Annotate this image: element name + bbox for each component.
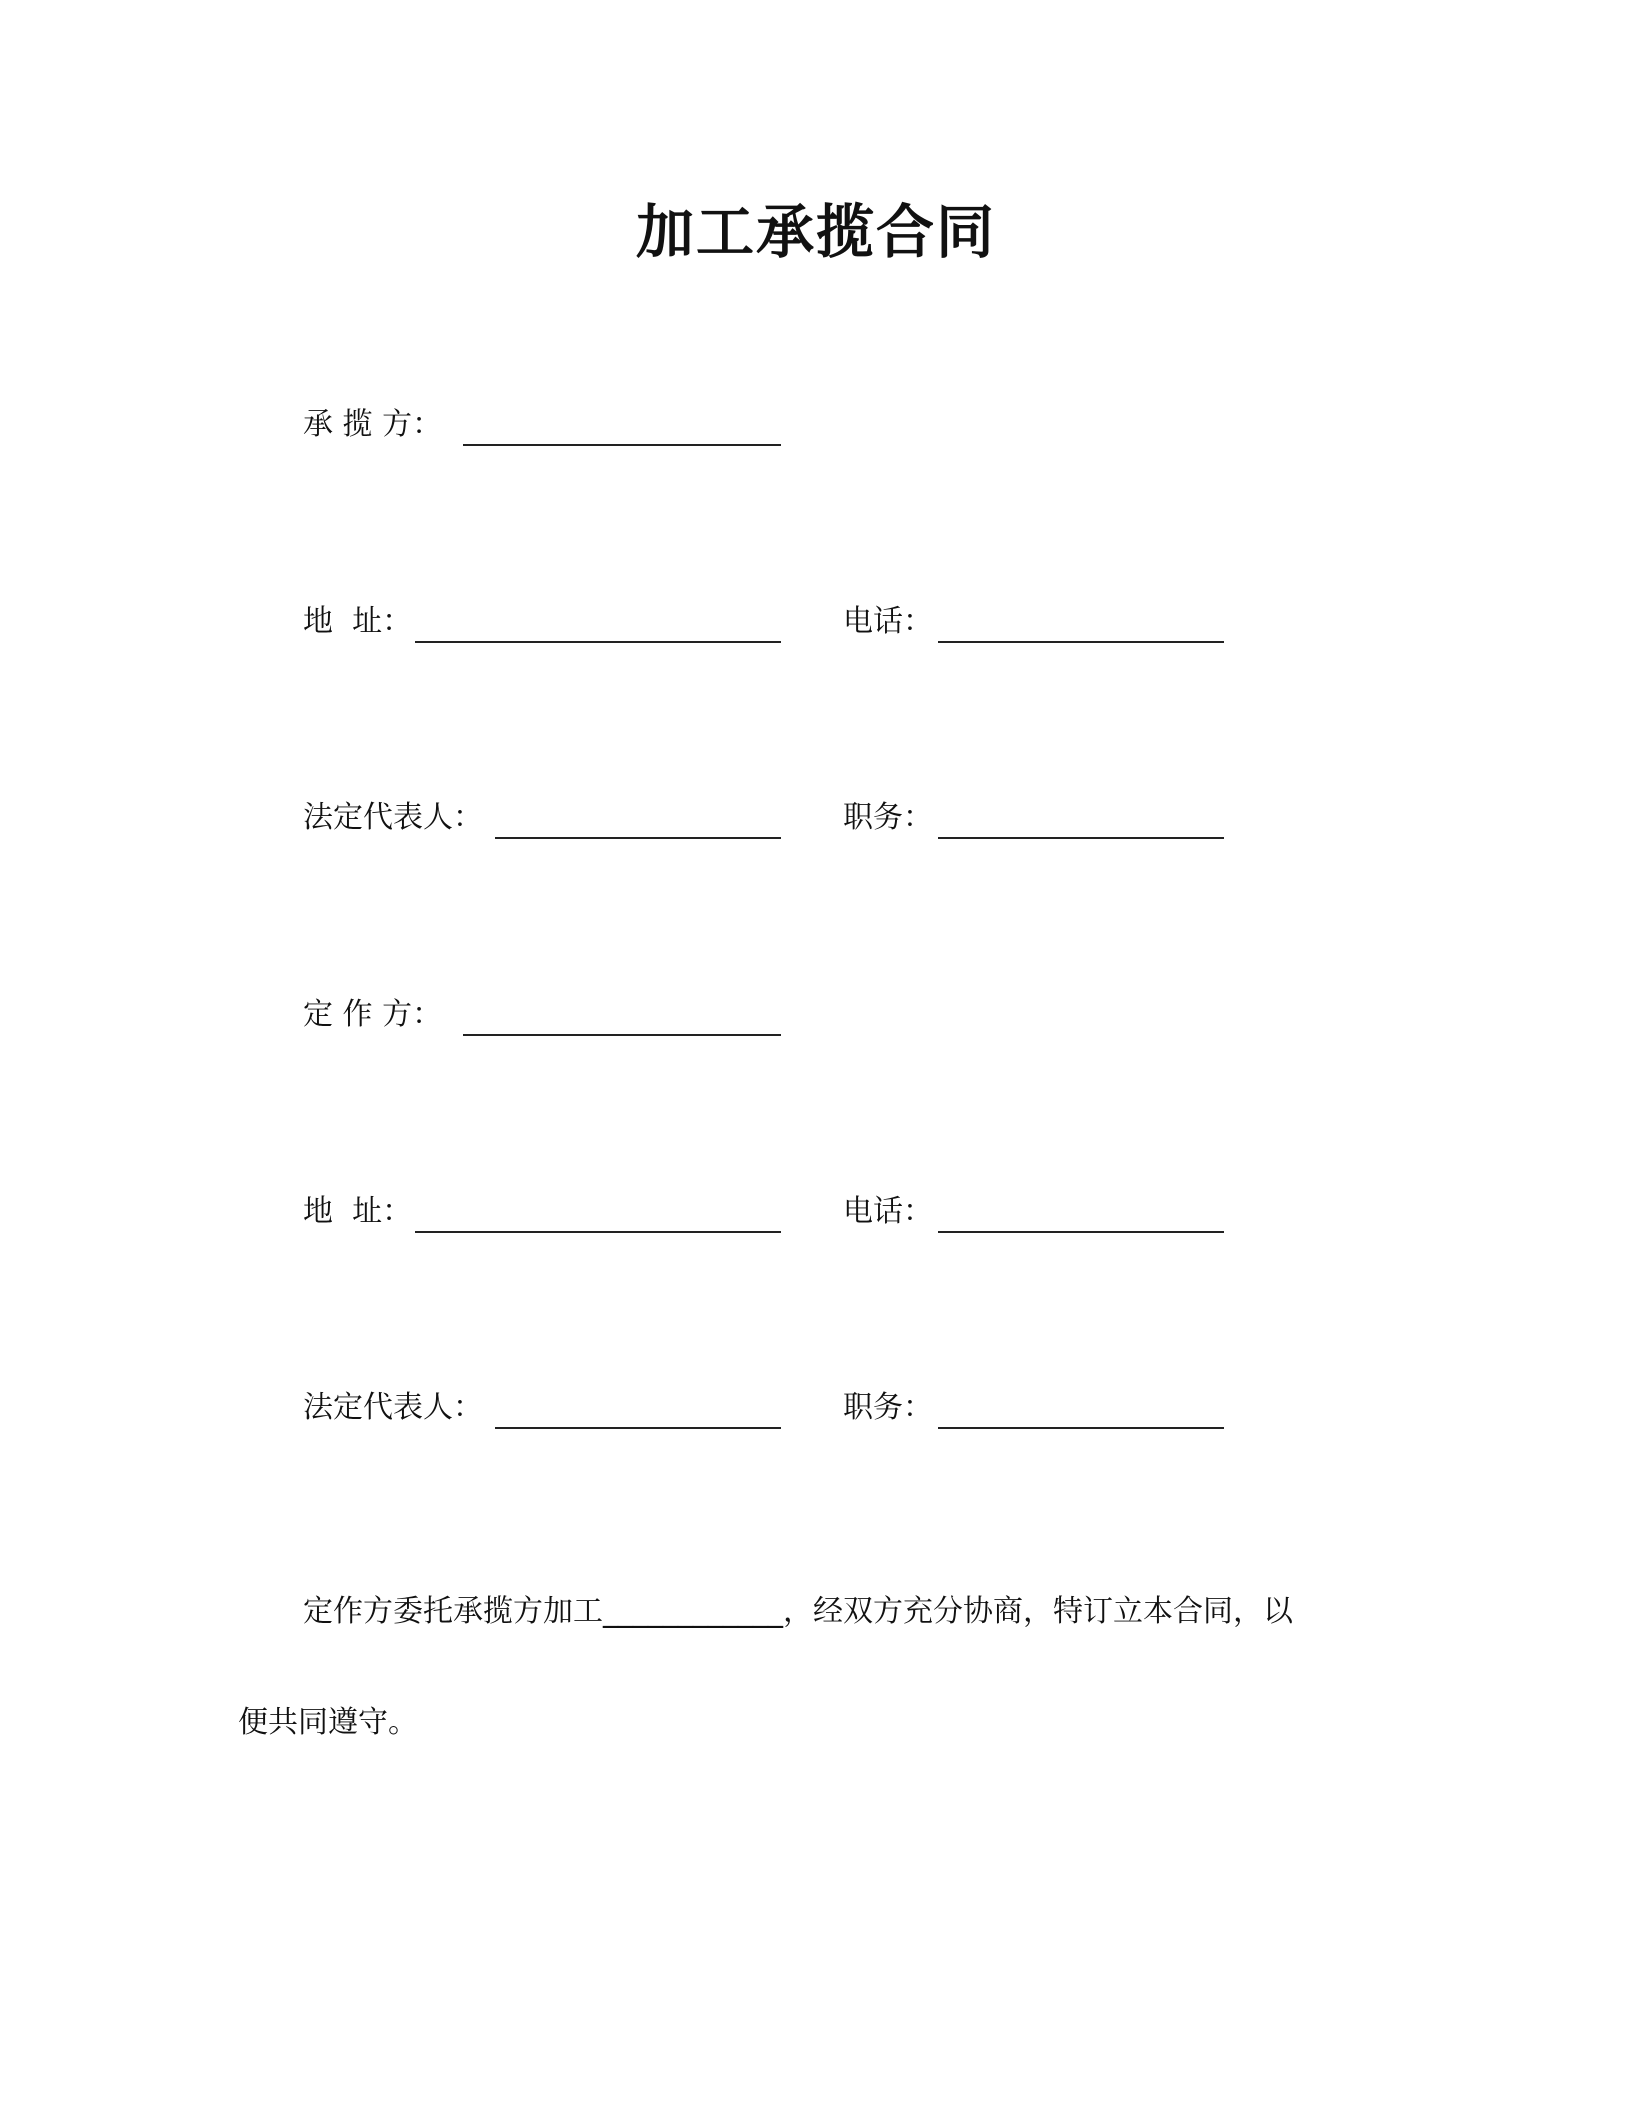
client-rep-field[interactable] [495,1427,781,1429]
intro-text-after: ，经双方充分协商，特订立本合同，以 [783,1594,1293,1629]
contractor-rep-field[interactable] [495,837,781,839]
client-phone-label: 电话： [843,1194,933,1229]
contractor-position-field[interactable] [938,837,1224,839]
intro-item-blank[interactable]: ____________ [603,1594,783,1629]
intro-text-before: 定作方委托承揽方加工 [303,1594,603,1629]
contractor-phone-label: 电话： [843,604,933,639]
client-address-field[interactable] [415,1231,781,1233]
contractor-phone-field[interactable] [938,641,1224,643]
contractor-party-label: 承 揽 方： [303,407,443,442]
client-phone-field[interactable] [938,1231,1224,1233]
contractor-position-label: 职务： [843,800,933,835]
contractor-address-field[interactable] [415,641,781,643]
intro-paragraph-line2: 便共同遵守。 [238,1705,418,1740]
contractor-address-label: 地 址： [303,604,413,639]
client-name-field[interactable] [463,1034,781,1036]
client-rep-label: 法定代表人： [303,1390,483,1425]
intro-paragraph-line1 [303,1592,1293,1632]
client-party-label: 定 作 方： [303,997,443,1032]
client-address-label: 地 址： [303,1194,413,1229]
contractor-rep-label: 法定代表人： [303,800,483,835]
page-title: 加工承揽合同 [635,198,996,266]
client-position-field[interactable] [938,1427,1224,1429]
client-position-label: 职务： [843,1390,933,1425]
contractor-name-field[interactable] [463,444,781,446]
